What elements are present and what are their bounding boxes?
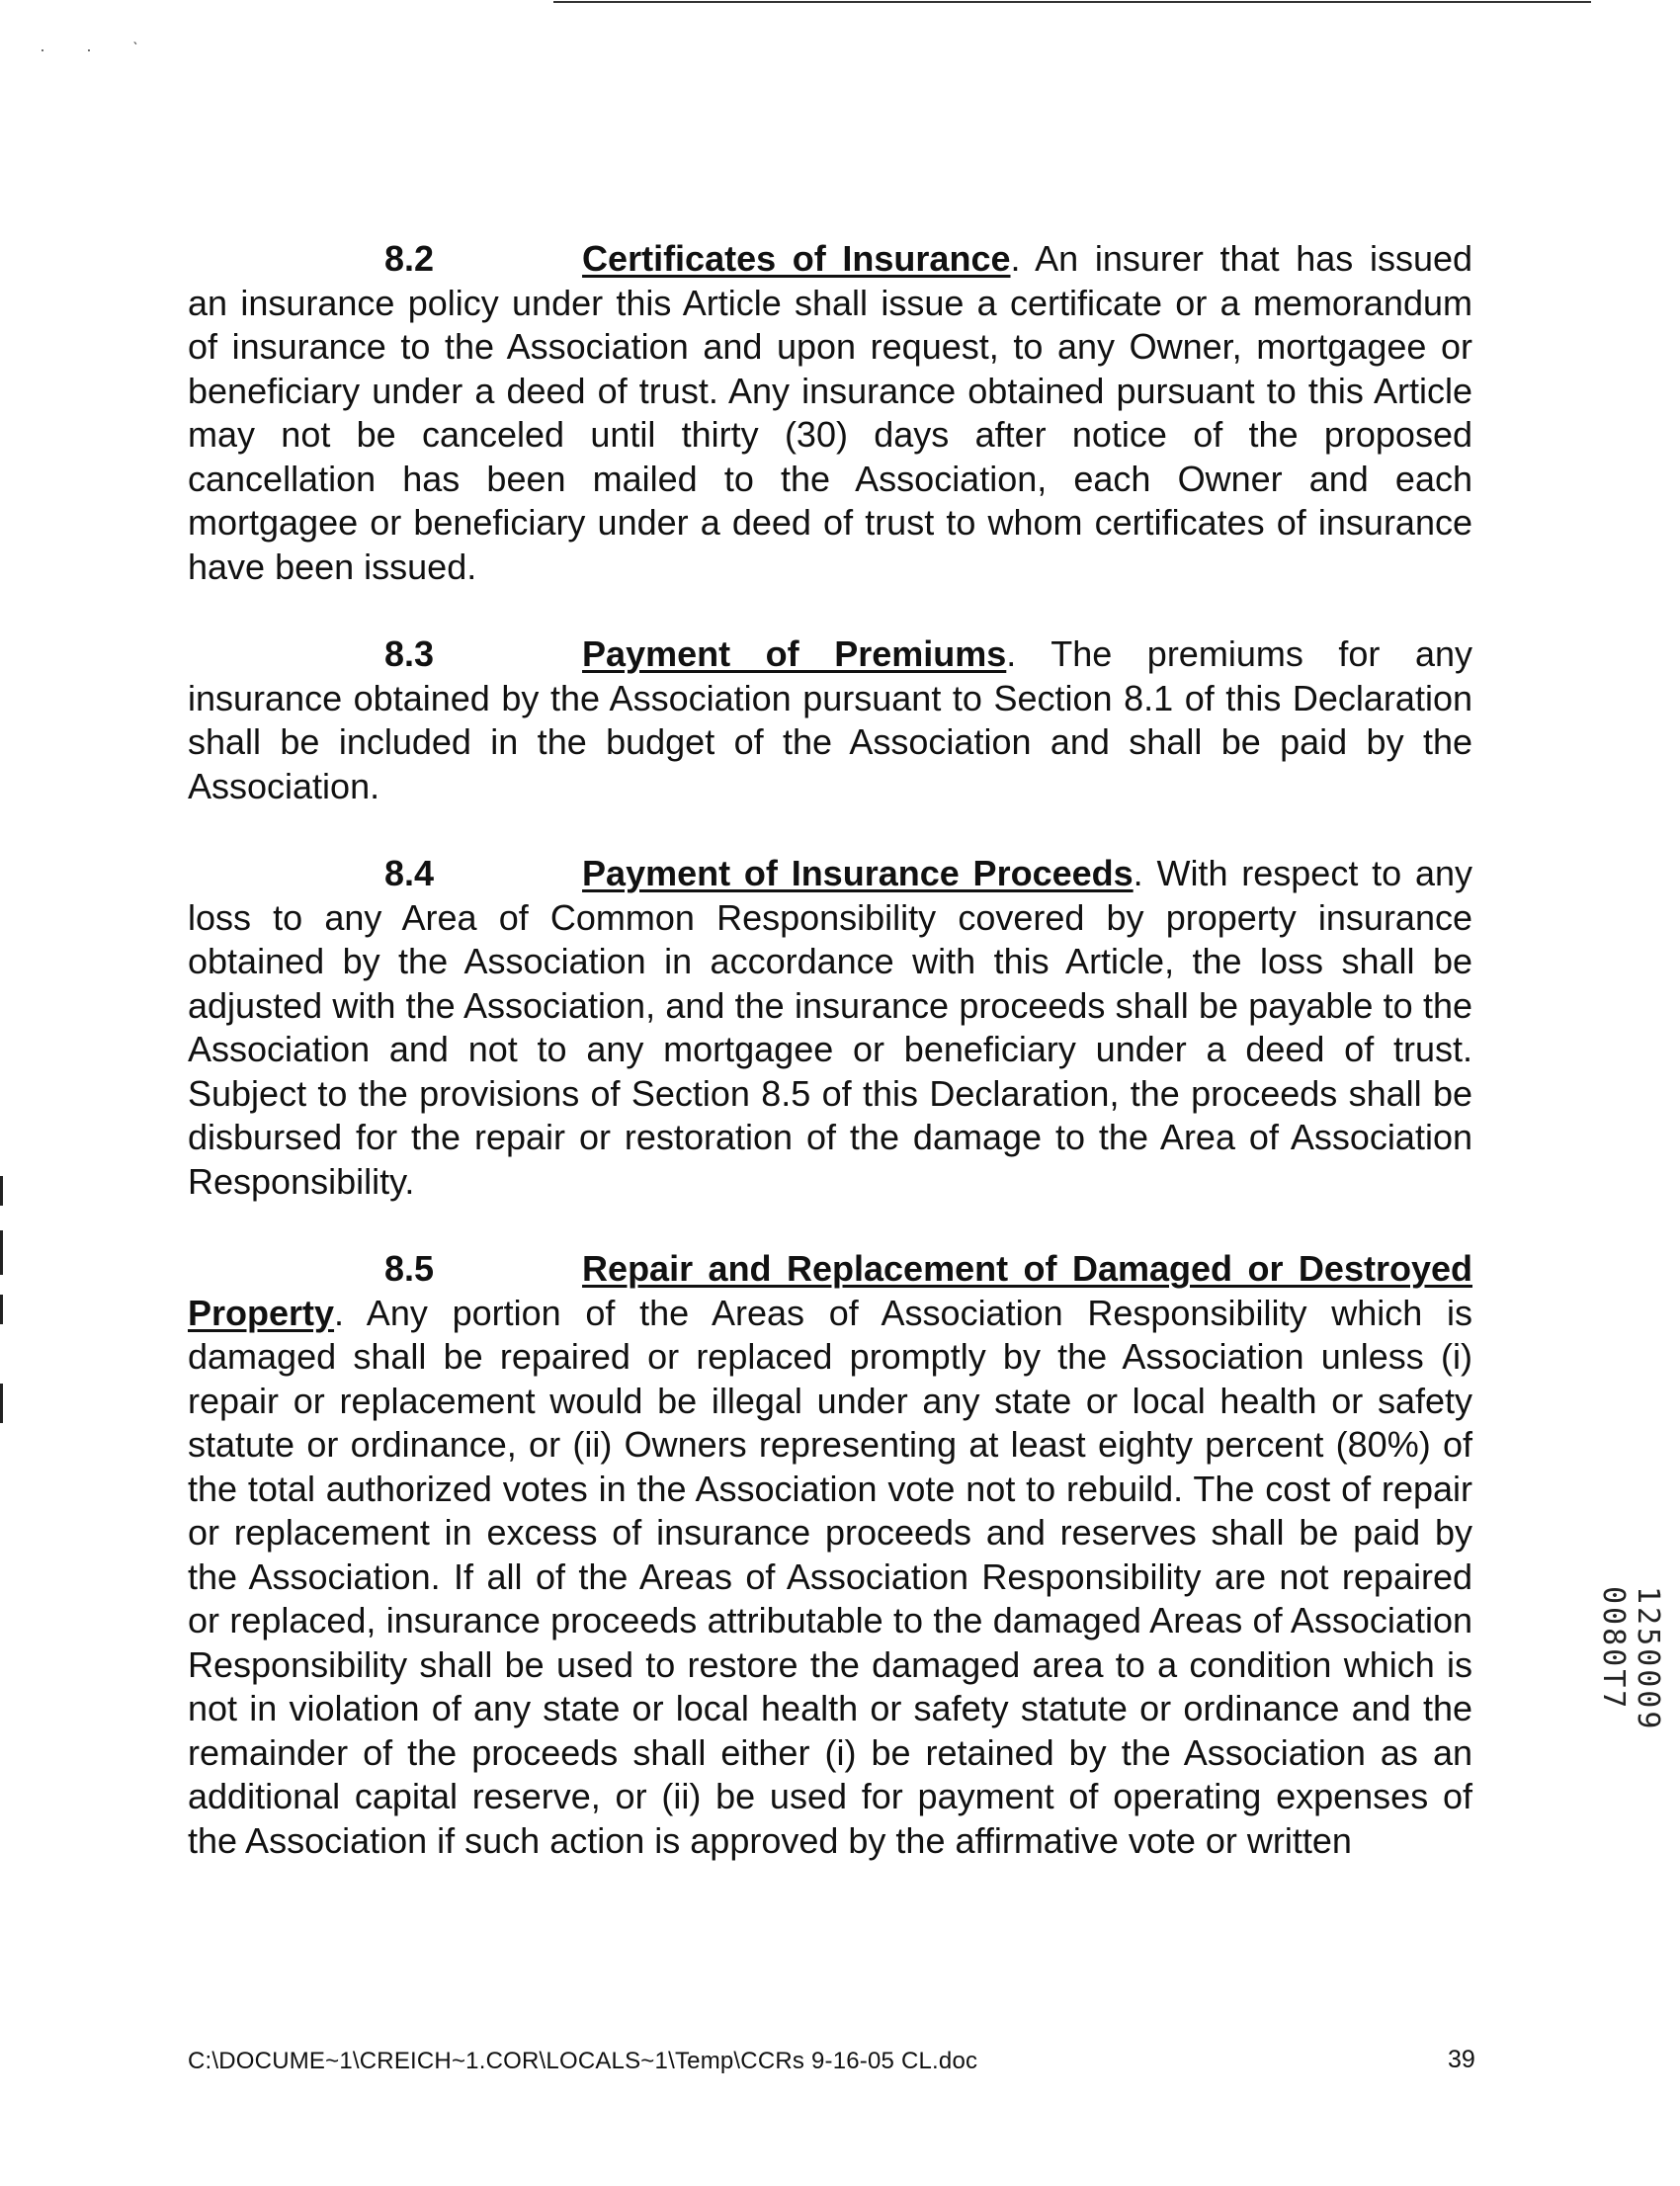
section-number: 8.2 — [384, 238, 435, 279]
scan-specks: · · ˋ — [40, 40, 156, 59]
scan-border-line — [553, 1, 1591, 3]
section-8-2 — [188, 237, 1472, 589]
section-body: . With respect to any loss to any Area of Common Responsibility covered by property insurance obtained by the Association in accordance with this Article, the loss shall be adjusted with the Association, and the insurance proceeds shall be payable to the Association and not to any mortgagee or beneficiary under a deed of trust. Subject to the provisions of Section 8.5 of this Declaration, the proceeds shall be disbursed for the repair or restoration of the damage to the Area of Association Responsibility. — [188, 853, 1472, 1202]
section-number: 8.4 — [384, 853, 435, 893]
section-heading: Certificates of Insurance — [582, 238, 1011, 279]
section-8-5 — [188, 1247, 1472, 1863]
page-number: 39 — [1448, 2046, 1475, 2073]
section-8-4 — [188, 852, 1472, 1204]
document-stamp-number: 1250009 0080T7 — [1596, 1586, 1665, 1732]
section-heading: Payment of Insurance Proceeds — [582, 853, 1134, 893]
document-body — [188, 237, 1472, 1863]
footer-file-path: C:\DOCUME~1\CREICH~1.COR\LOCALS~1\Temp\CCRs 9-16-05 CL.doc — [188, 2048, 978, 2074]
section-number: 8.5 — [384, 1248, 435, 1289]
section-heading: Payment of Premiums — [582, 633, 1007, 674]
section-number: 8.3 — [384, 633, 435, 674]
section-body: . Any portion of the Areas of Association Responsibility which is damaged shall be repaired or replaced promptly by the Association unless (i) repair or replacement would be illegal under any state or local health or safety statute or ordinance, or (ii) Owners representing at least eighty percent (80%) of the total authorized votes in the Association vote not to rebuild. The cost of repair or replacement in excess of insurance proceeds and reserves shall be paid by the Association. If all of the Areas of Association Responsibility are not repaired or replaced, insurance proceeds attributable to the damaged Areas of Association Responsibility shall be used to restore the damaged area to a condition which is not in violation of any state or local health or safety statute or ordinance and the remainder of the proceeds shall either (i) be retained by the Association as an additional capital reserve, or (ii) be used for payment of operating expenses of the Association if such action is approved by the affirmative vote or written — [188, 1292, 1472, 1861]
section-body: . The premiums for any insurance obtained by the Association pursuant to Section 8.1 of this Declaration shall be included in the budget of the Association and shall be paid by the Association. — [188, 633, 1473, 806]
section-heading: Repair and Replacement of Damaged or Destroyed Property — [188, 1248, 1472, 1333]
section-body: . An insurer that has issued an insurance policy under this Article shall issue a certificate or a memorandum of insurance to the Association and upon request, to any Owner, mortgagee or beneficiary under a deed of trust. Any insurance obtained pursuant to this Article may not be canceled until thirty (30) days after notice of the proposed cancellation has been mailed to the Association, each Owner and each mortgagee or beneficiary under a deed of trust to whom certificates of insurance have been issued. — [188, 238, 1473, 587]
section-8-3 — [188, 632, 1472, 808]
